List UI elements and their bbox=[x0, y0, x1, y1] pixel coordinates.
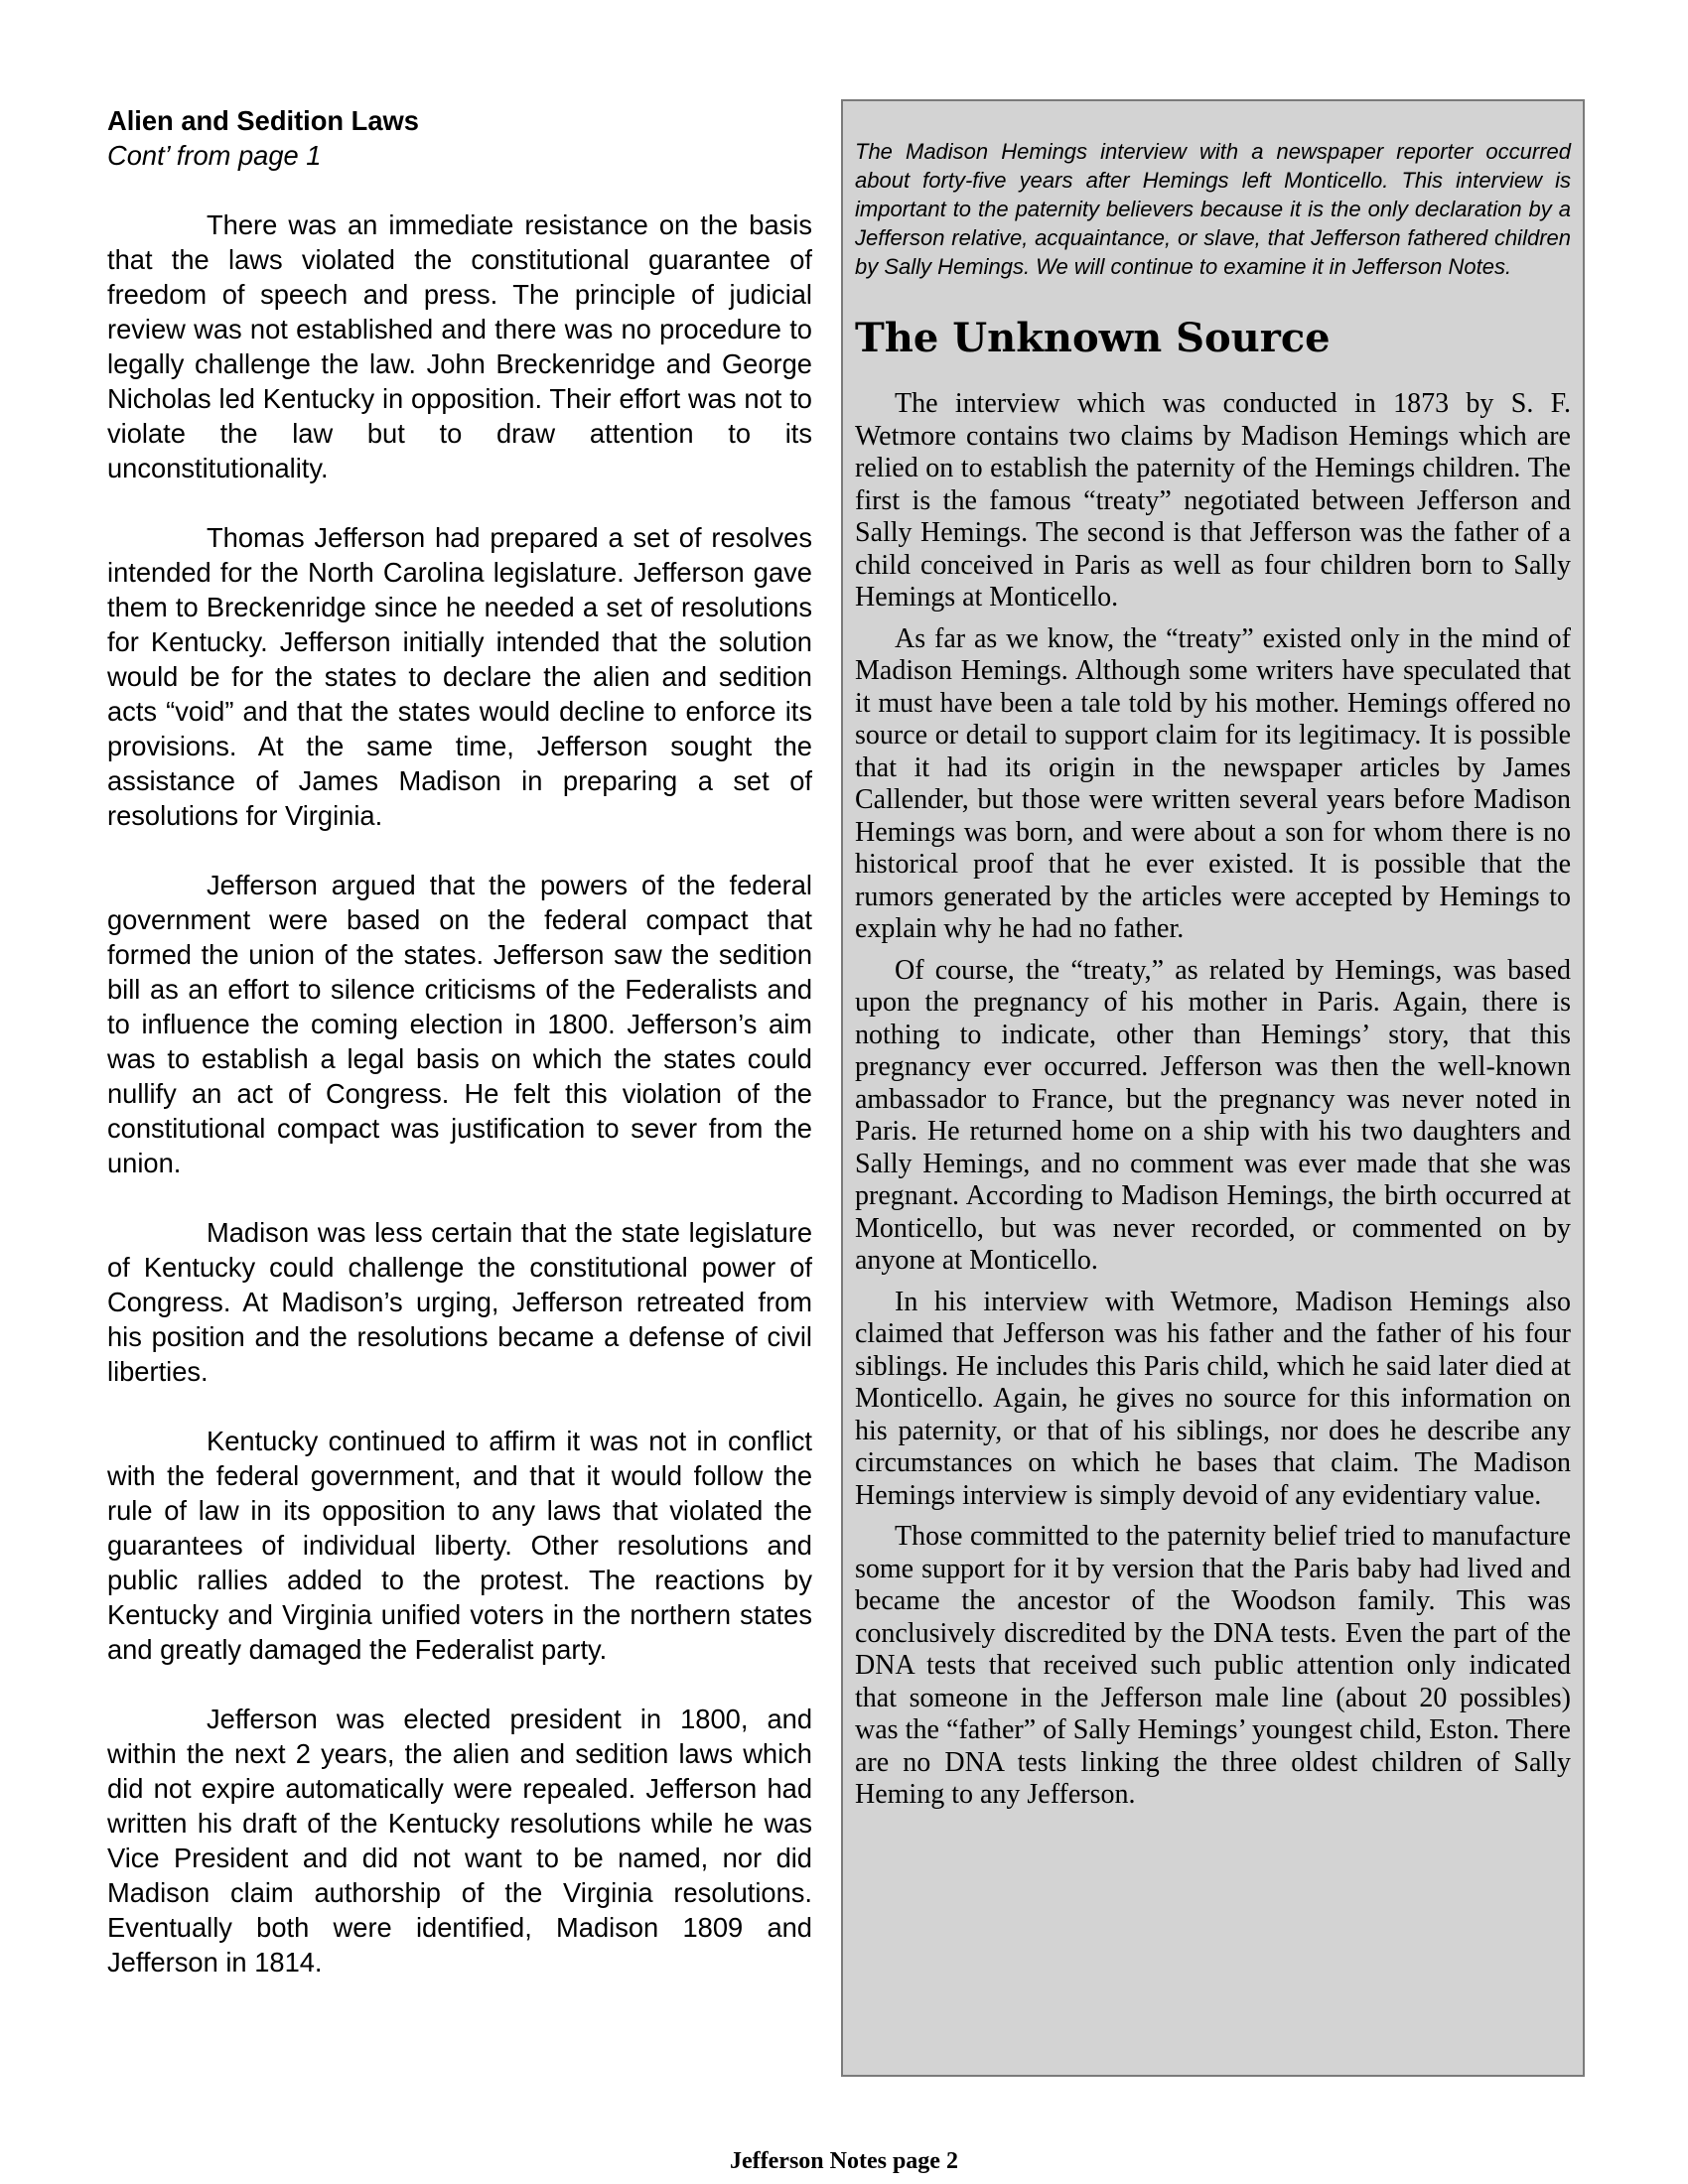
sidebar-paragraph: Those committed to the paternity belief tried to manufacture some support for it by version that the Paris baby had lived and became the ancestor of the Woodson family. This was conclusively discredited by the DNA tests. Even the part of the DNA tests that received such public attention only indicated that someone in the Jefferson male line (about 20 possibles) was the “father” of Sally Hemings’ youngest child, Eston. There are no DNA tests linking the three oldest children of Sally Heming to any Jefferson. bbox=[855, 1521, 1571, 1810]
article-title: Alien and Sedition Laws bbox=[107, 105, 419, 136]
sidebar-box bbox=[841, 99, 1585, 2077]
article-continuation-note: Cont’ from page 1 bbox=[107, 140, 322, 171]
article-paragraph: Thomas Jefferson had prepared a set of resolves intended for the North Carolina legislature. Jefferson gave them to Breckenridge since he needed a set of resolutions for Kentucky. Jefferson initially intended that the solution would be for the states to declare the alien and sedition acts “void” and that the states would decline to enforce its provisions. At the same time, Jefferson sought the assistance of James Madison in preparing a set of resolutions for Virginia. bbox=[107, 522, 812, 831]
sidebar-title: The Unknown Source bbox=[855, 315, 1331, 361]
article-paragraph: Kentucky continued to affirm it was not in conflict with the federal government, and that it would follow the rule of law in its opposition to any laws that violated the guarantees of individual liberty. Other resolutions and public rallies added to the protest. The reactions by Kentucky and Virginia unified voters in the northern states and greatly damaged the Federalist party. bbox=[107, 1426, 812, 1665]
article-paragraph: Jefferson argued that the powers of the federal government were based on the federal compact that formed the union of the states. Jefferson saw the sedition bill as an effort to silence criticisms of the Federalists and to influence the coming election in 1800. Jefferson’s aim was to establish a legal basis on which the states could nullify an act of Congress. He felt this violation of the constitutional compact was justification to sever from the union. bbox=[107, 870, 812, 1178]
article-paragraph: Jefferson was elected president in 1800, and within the next 2 years, the alien and sedition laws which did not expire automatically were repealed. Jefferson had written his draft of the Kentucky resolutions while he was Vice President and did not want to be named, nor did Madison claim authorship of the Virginia resolutions. Eventually both were identified, Madison 1809 and Jefferson in 1814. bbox=[107, 1704, 812, 1978]
sidebar-paragraph: In his interview with Wetmore, Madison Hemings also claimed that Jefferson was his father and the father of his four siblings. He includes this Paris child, which he said later died at Monticello. Again, he gives no source for this information on his paternity, or that of his siblings, nor does he describe any circumstances on which he bases that claim. The Madison Hemings interview is simply devoid of any evidentiary value. bbox=[855, 1286, 1571, 1511]
article-column bbox=[107, 103, 812, 1979]
sidebar-paragraph: As far as we know, the “treaty” existed only in the mind of Madison Hemings. Although some writers have speculated that it must have been a tale told by his mother. Hemings offered no source or detail to support claim for its legitimacy. It is possible that it had its origin in the newspaper articles by James Callender, but those were written several years before Madison Hemings was born, and were about a son for whom there is no historical proof that he ever existed. It is possible that the rumors generated by the articles were accepted by Hemings to explain why he had no father. bbox=[855, 622, 1571, 944]
article-paragraph: Madison was less certain that the state legislature of Kentucky could challenge the constitutional power of Congress. At Madison’s urging, Jefferson retreated from his position and the resolutions became a defense of civil liberties. bbox=[107, 1217, 812, 1387]
sidebar-paragraph: The interview which was conducted in 1873 by S. F. Wetmore contains two claims by Madison Hemings which are relied on to establish the paternity of the Hemings children. The first is the famous “treaty” negotiated between Jefferson and Sally Hemings. The second is that Jefferson was the father of a child conceived in Paris as well as four children born to Sally Hemings at Monticello. bbox=[855, 388, 1571, 613]
sidebar-paragraph: Of course, the “treaty,” as related by Hemings, was based upon the pregnancy of his mother in Paris. Again, there is nothing to indicate, other than Hemings’ story, that this pregnancy ever occurred. Jefferson was then the well-known ambassador to France, but the pregnancy was never noted in Paris. He returned home on a ship with his two daughters and Sally Hemings, and no comment was ever made that she was pregnant. According to Madison Hemings, the birth occurred at Monticello, but was never recorded, or commented on by anyone at Monticello. bbox=[855, 954, 1571, 1276]
article-paragraph: There was an immediate resistance on the basis that the laws violated the constitutional guarantee of freedom of speech and press. The principle of judicial review was not established and there was no procedure to legally challenge the law. John Breckenridge and George Nicholas led Kentucky in opposition. Their effort was not to violate the law but to draw attention to its unconstitutionality. bbox=[107, 209, 812, 483]
sidebar-intro: The Madison Hemings interview with a newspaper reporter occurred about forty-five years after Hemings left Monticello. This interview is important to the paternity believers because it is the only declaration by a Jefferson relative, acquaintance, or slave, that Jefferson fathered children by Sally Hemings. We will continue to examine it in Jefferson Notes. bbox=[855, 139, 1571, 279]
page-footer: Jefferson Notes page 2 bbox=[730, 2148, 958, 2174]
